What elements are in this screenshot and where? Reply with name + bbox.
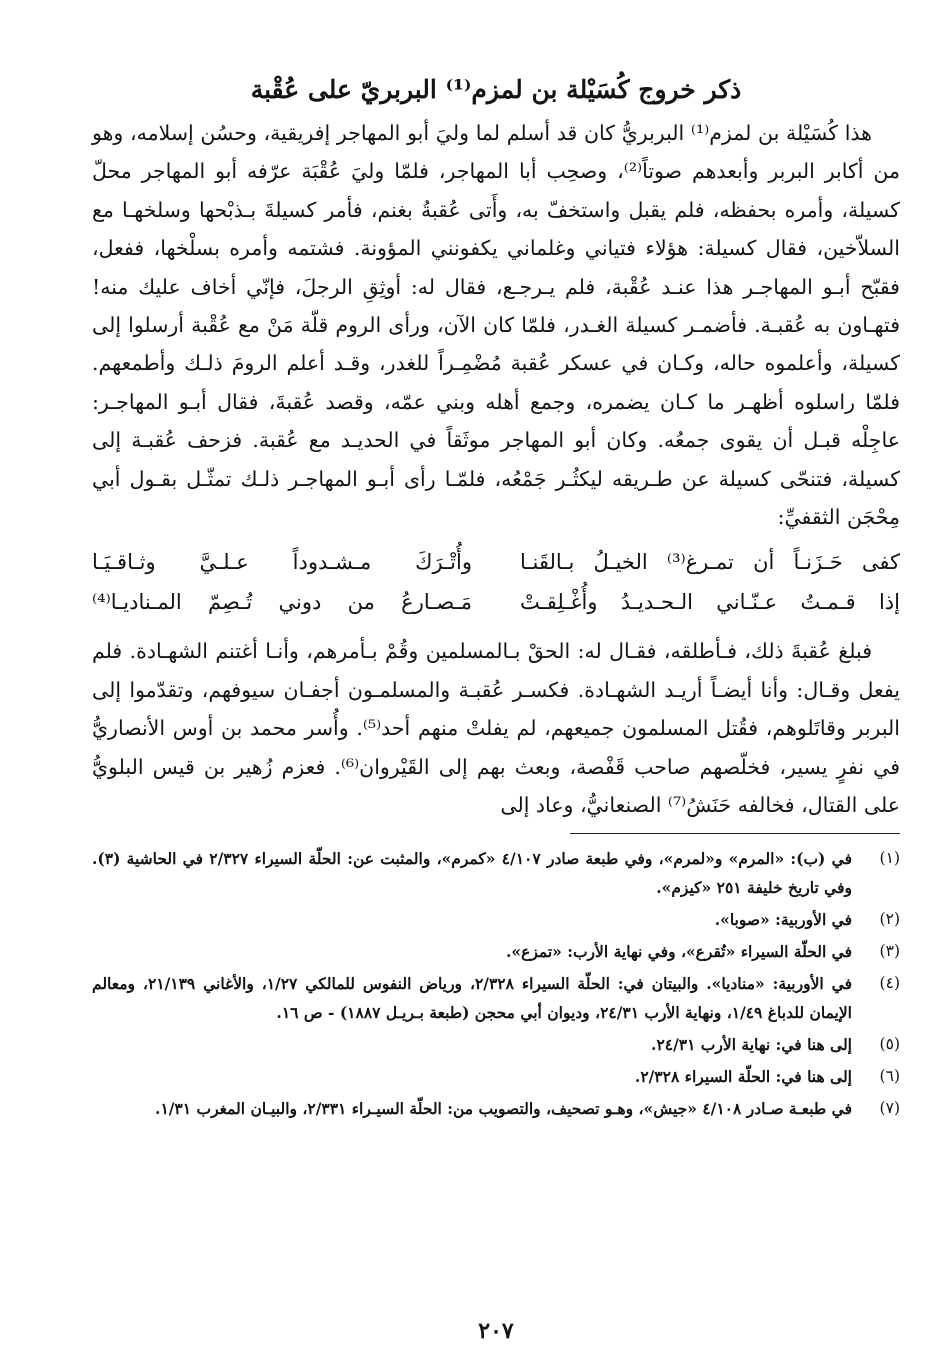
footnote-number: (٥) [879, 1034, 900, 1053]
footnote-3 [92, 937, 900, 966]
paragraph-2: فبلغ عُقبةَ ذلك، فـأطلقه، فقـال له: الحقْ بـالمسلمين وقُمْ بـأمرهم، وأنـا أغتنم الشهـادة. فلم يفعل وقـال: وأنا أيضـاً أريـد الشهـادة. فكسـر عُقبـة والمسلمـون أجفـان سيوفهم، وتقدّموا إلى البربر وقاتَلوهم، فقُتل المسلمون جميعهم، لم يفلتْ منهم أحد⁽⁵⁾. وأُسر محمد بن أوس الأنصاريُّ في نفرٍ يسير، فخلّصهم صاحب قَفْصة، وبعث بهم إلى القَيْروان⁽⁶⁾. فعزم زُهير بن قيس البلويُّ على القتال، فخالفه حَنَشُ⁽⁷⁾ الصنعانيُّ، وعاد إلى [92, 639, 900, 818]
verse-2-second-hemistich: مَـصـارعُ من دوني تُـصِمّ المـناديـا⁽⁴⁾ [92, 590, 472, 615]
footnote-text: إلى هنا في: نهاية الأرب ٢٤/٣١. [651, 1034, 852, 1054]
footnote-text: إلى هنا في: الحلّة السيراء ٢/٣٢٨. [634, 1066, 852, 1086]
footnote-number: (٧) [879, 1098, 900, 1117]
footnote-4 [92, 969, 900, 1027]
verse-2 [92, 582, 900, 622]
footnote-divider [570, 833, 900, 834]
footnote-text: في الأوربية: «صوبا». [714, 909, 852, 929]
footnotes [92, 844, 900, 1123]
footnote-text: في (ب): «المرم» و«لمرم»، وفي طبعة صادر ٤/١٠٧ «كمرم»، والمثبت عن: الحلّة السيراء ٢/٣٢٧ في الحاشية (٣). وفي تاريخ خليفة ٢٥١ «كيزم». [92, 848, 852, 897]
footnote-number: (٦) [879, 1066, 900, 1085]
verse-2-first-hemistich: إذا قـمـتُ عـنّـاني الـحـديـدُ وأُغْـلِقـتْ [520, 590, 900, 615]
footnote-2 [92, 905, 900, 934]
footnote-1 [92, 844, 900, 902]
footnote-number: (٢) [879, 909, 900, 928]
footnote-text: في الأوربية: «مناديا». والبيتان في: الحلّة السيراء ٢/٣٢٨، ورياض النفوس للمالكي ١/٢٧، والأغاني ٢١/١٣٩، ومعالم الإيمان للدباغ ١/٤٩، ونهاية الأرب ٢٤/٣١، وديوان أبي محجن (طبعة بـريـل ١٨٨٧) - ص ١٦. [92, 973, 852, 1022]
page-number: ٢٠٧ [478, 1318, 514, 1344]
chapter-heading: ذكر خروج كُسَيْلة بن لمزم⁽¹⁾ البربريّ على عُقْبة [250, 75, 742, 104]
footnote-6 [92, 1062, 900, 1091]
footnote-number: (٤) [879, 973, 900, 992]
footnote-number: (٣) [879, 941, 900, 960]
footnote-text: في الحلّة السيراء «تُقرع»، وفي نهاية الأرب: «تمزع». [505, 941, 852, 961]
footnote-number: (١) [879, 848, 900, 867]
poem [92, 542, 900, 622]
main-text [92, 114, 900, 825]
book-page [92, 70, 900, 1350]
paragraph-1: هذا كُسَيْلة بن لمزم⁽¹⁾ البربريُّ كان قد أسلم لما وليَ أبو المهاجر إفريقية، وحسُن إسلامه، وهو من أكابر البربر وأبعدهم صوتاً⁽²⁾، وصحِب أبا المهاجر، فلمّا وليَ عُقْبَة عرّفه أبو المهاجر محلّ كسيلة، وأمره بحفظه، فلم يقبل واستخفّ به، وأَتى عُقبةُ بغنم، فأمر كسيلةَ بـذبْحها وسلخهـا مع السلاّخين، فقال كسيلة: هؤلاء فتياني وغلماني يكفونني المؤونة. فشتمه وأمره بسلْخها، ففعل، فقبّح أبـو المهاجـر هذا عنـد عُقْبة، فلم يـرجـع، فقال له: أوثِقِ الرجلَ، فإنّي أخاف عليك منه! فتهـاون به عُقبـة. فأضمـر كسيلة الغـدر، فلمّا كان الآن، ورأى الروم قلّة مَنْ مع عُقْبة أرسلوا إلى كسيلة، وأعلموه حاله، وكـان في عسكر عُقبة مُضْمِـراً للغدر، وقـد أعلم الرومَ ذلـك وأطمعهم. فلمّا راسلوه أظهـر ما كـان يضمره، وجمع أهله وبني عمّه، وقصد عُقبةَ، فقال أبـو المهاجـر: عاجِلْه قبـل أن يقوى جمعُه. وكان أبو المهاجر موثَقاً في الحديـد مع عُقبة. فزحف عُقبـة إلى كسيلة، فتنحّى كسيلة عن طـريقه ليكثُـر جَمْعُه، فلمّـا رأى أبـو المهاجـر ذلـك تمثّـل بقـول أبي مِحْجَن الثقفيِّ: [92, 121, 901, 530]
footnote-7 [92, 1094, 900, 1123]
footnote-text: في طبعـة صـادر ٤/١٠٨ «جيش»، وهـو تصحيف، والتصويب من: الحلّة السيـراء ٢/٣٣١، والبيـان المغرب ١/٣١. [155, 1098, 852, 1118]
verse-1 [92, 542, 900, 582]
footnote-5 [92, 1030, 900, 1059]
verse-1-second-hemistich: وأُتْـرَكَ مـشـدوداً عـلـيَّ وثـاقـيَـا [92, 550, 472, 575]
verse-1-first-hemistich: كفى حَـزَنـاً أن تمـرغ⁽³⁾ الخيـلُ بـالقَنـا [520, 550, 901, 575]
